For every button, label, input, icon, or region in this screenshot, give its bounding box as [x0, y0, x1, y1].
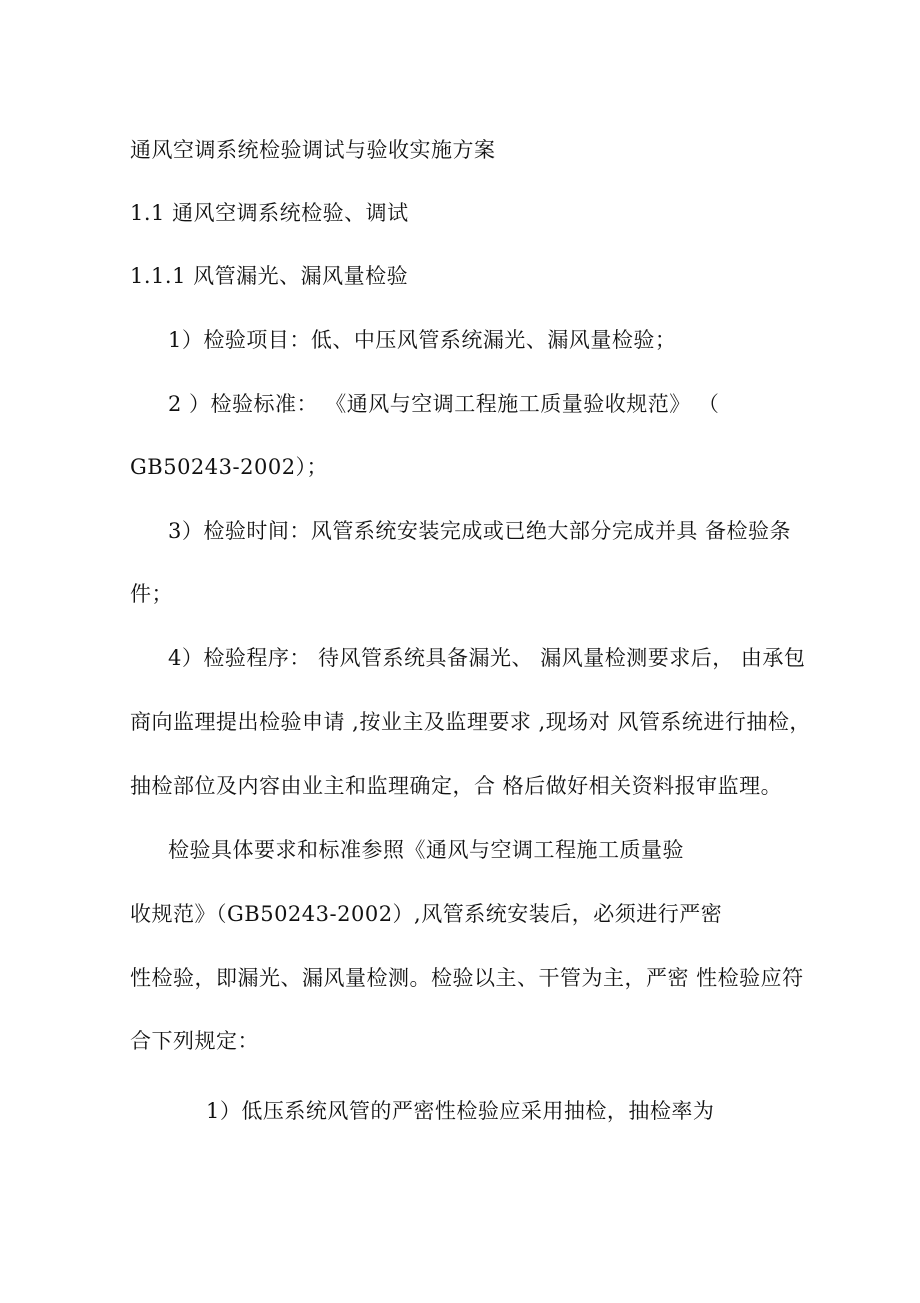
- inspection-item-1: 1）检验项目：低、中压风管系统漏光、漏风量检验；: [168, 328, 677, 352]
- inspection-item-4-line-3: 抽检部位及内容由业主和监理确定，合 格后做好相关资料报审监理。: [130, 774, 783, 798]
- requirements-paragraph-line-3: 性检验，即漏光、漏风量检测。检验以主、干管为主，严密 性检验应符: [130, 966, 804, 990]
- inspection-item-2-line-1: 2 ）检验标准： 《通风与空调工程施工质量验收规范》 （: [168, 392, 720, 416]
- inspection-item-2-line-2: GB50243-2002）；: [130, 455, 329, 479]
- inspection-item-4-line-1: 4）检验程序： 待风管系统具备漏光、 漏风量检测要求后， 由承包: [168, 646, 806, 670]
- inspection-item-4-line-2: 商向监理提出检验申请 ,按业主及监理要求 ,现场对 风管系统进行抽检，: [130, 710, 811, 734]
- inspection-item-3-line-1: 3）检验时间：风管系统安装完成或已绝大部分完成并具 备检验条: [168, 519, 792, 543]
- document-title: 通风空调系统检验调试与验收实施方案: [130, 138, 496, 162]
- section-heading-1-1: 1.1 通风空调系统检验、调试: [130, 201, 409, 225]
- requirements-paragraph-line-2: 收规范》（GB50243-2002）,风管系统安装后，必须进行严密: [130, 902, 723, 926]
- section-heading-1-1-1: 1.1.1 风管漏光、漏风量检验: [130, 264, 409, 288]
- requirements-paragraph-line-1: 检验具体要求和标准参照《通风与空调工程施工质量验: [168, 838, 684, 862]
- rule-item-1: 1）低压系统风管的严密性检验应采用抽检，抽检率为: [206, 1099, 715, 1123]
- requirements-paragraph-line-4: 合下列规定：: [130, 1029, 259, 1053]
- inspection-item-3-line-2: 件；: [130, 582, 173, 606]
